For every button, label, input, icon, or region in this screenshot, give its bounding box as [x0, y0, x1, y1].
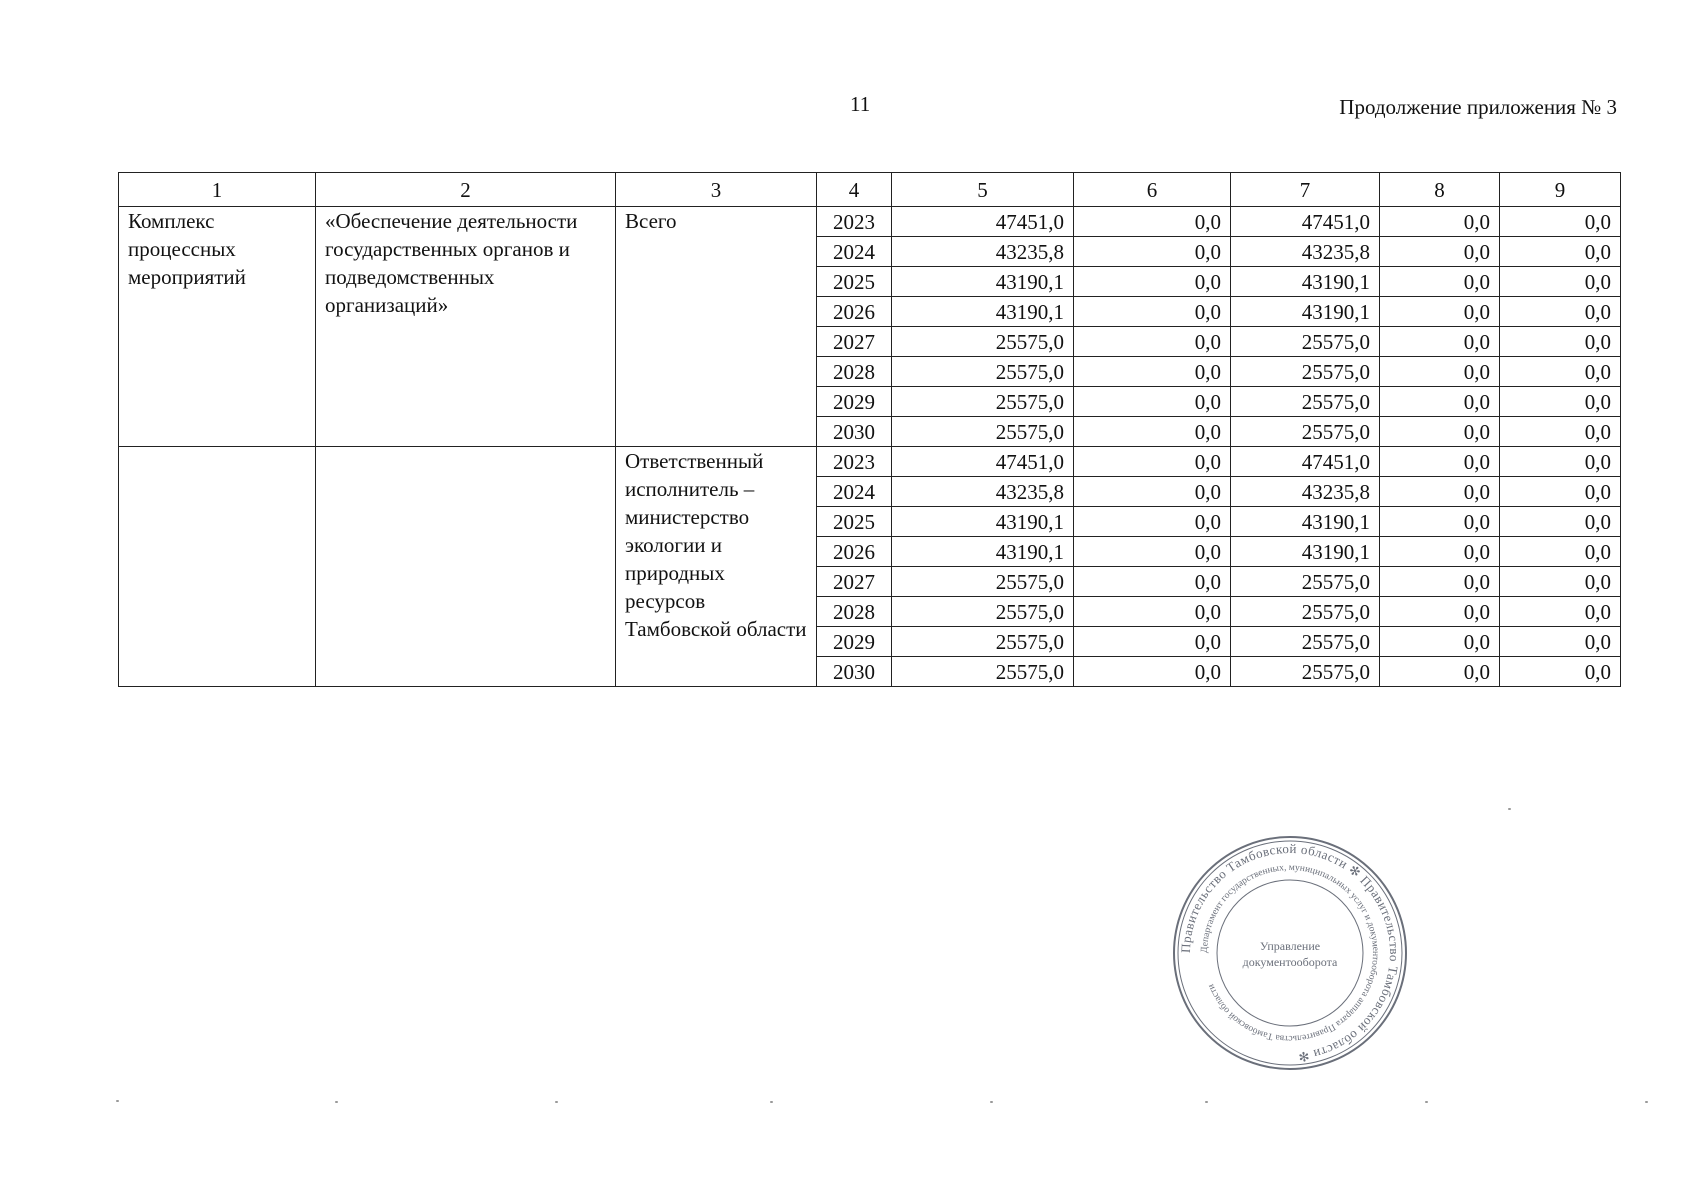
amount-cell: 25575,0 — [1231, 657, 1380, 687]
scan-speckle — [1205, 1101, 1208, 1103]
amount-cell: 0,0 — [1074, 327, 1231, 357]
year-cell: 2026 — [817, 297, 892, 327]
scan-speckle — [770, 1101, 773, 1103]
stamp-center-line1: Управление — [1259, 939, 1321, 953]
scan-speckle — [990, 1101, 993, 1103]
table-body — [119, 207, 1621, 687]
amount-cell: 25575,0 — [1231, 567, 1380, 597]
executor-cell: Всего — [616, 207, 817, 447]
amount-cell: 0,0 — [1500, 477, 1621, 507]
year-cell: 2025 — [817, 507, 892, 537]
year-cell: 2030 — [817, 417, 892, 447]
amount-cell: 0,0 — [1500, 507, 1621, 537]
amount-cell: 0,0 — [1380, 567, 1500, 597]
amount-cell: 25575,0 — [1231, 387, 1380, 417]
amount-cell: 0,0 — [1074, 417, 1231, 447]
amount-cell: 0,0 — [1500, 627, 1621, 657]
amount-cell: 0,0 — [1380, 327, 1500, 357]
amount-cell: 25575,0 — [892, 417, 1074, 447]
amount-cell: 25575,0 — [892, 627, 1074, 657]
amount-cell: 0,0 — [1074, 507, 1231, 537]
amount-cell: 0,0 — [1074, 657, 1231, 687]
amount-cell: 0,0 — [1380, 237, 1500, 267]
stamp-center-line2: документооборота — [1242, 955, 1338, 969]
year-cell: 2027 — [817, 327, 892, 357]
amount-cell: 25575,0 — [1231, 597, 1380, 627]
amount-cell: 0,0 — [1500, 357, 1621, 387]
official-stamp — [1170, 833, 1410, 1078]
amount-cell: 0,0 — [1074, 207, 1231, 237]
scan-speckle — [1508, 808, 1511, 810]
amount-cell: 0,0 — [1500, 387, 1621, 417]
amount-cell: 43190,1 — [892, 507, 1074, 537]
column-number-cell: 7 — [1231, 173, 1380, 207]
budget-table — [118, 172, 1621, 687]
amount-cell: 0,0 — [1380, 507, 1500, 537]
column-number-cell: 3 — [616, 173, 817, 207]
scan-speckle — [335, 1101, 338, 1103]
year-cell: 2028 — [817, 597, 892, 627]
column-number-cell: 5 — [892, 173, 1074, 207]
column-number-cell: 6 — [1074, 173, 1231, 207]
amount-cell: 0,0 — [1500, 207, 1621, 237]
amount-cell: 25575,0 — [1231, 327, 1380, 357]
measure-type-cell — [119, 447, 316, 687]
column-number-cell: 2 — [316, 173, 616, 207]
amount-cell: 0,0 — [1380, 537, 1500, 567]
column-number-cell: 8 — [1380, 173, 1500, 207]
column-number-cell: 1 — [119, 173, 316, 207]
amount-cell: 0,0 — [1074, 267, 1231, 297]
amount-cell: 47451,0 — [1231, 207, 1380, 237]
amount-cell: 0,0 — [1074, 387, 1231, 417]
amount-cell: 0,0 — [1500, 327, 1621, 357]
amount-cell: 0,0 — [1380, 267, 1500, 297]
amount-cell: 0,0 — [1074, 477, 1231, 507]
amount-cell: 43190,1 — [1231, 267, 1380, 297]
stamp-inner-text-path: Департамент государственных, муниципальных услуг и документооборота аппарата Правительства Тамбовской области — [1199, 862, 1381, 1044]
stamp-outer-text-path: Правительство Тамбовской области ✻ Правительство Тамбовской области ✻ — [1177, 840, 1403, 1065]
page-number: 11 — [850, 92, 871, 116]
amount-cell: 0,0 — [1074, 237, 1231, 267]
amount-cell: 43235,8 — [1231, 237, 1380, 267]
amount-cell: 25575,0 — [892, 657, 1074, 687]
amount-cell: 47451,0 — [892, 207, 1074, 237]
amount-cell: 25575,0 — [1231, 417, 1380, 447]
amount-cell: 0,0 — [1380, 357, 1500, 387]
amount-cell: 0,0 — [1500, 417, 1621, 447]
year-cell: 2024 — [817, 477, 892, 507]
amount-cell: 0,0 — [1380, 447, 1500, 477]
column-number-cell: 4 — [817, 173, 892, 207]
amount-cell: 43190,1 — [1231, 297, 1380, 327]
amount-cell: 0,0 — [1500, 447, 1621, 477]
continuation-label: Продолжение приложения № 3 — [1339, 95, 1617, 119]
amount-cell: 0,0 — [1380, 387, 1500, 417]
scan-speckle — [1645, 1101, 1648, 1103]
year-cell: 2023 — [817, 207, 892, 237]
amount-cell: 43190,1 — [892, 297, 1074, 327]
amount-cell: 25575,0 — [892, 597, 1074, 627]
amount-cell: 0,0 — [1500, 657, 1621, 687]
amount-cell: 43190,1 — [1231, 537, 1380, 567]
amount-cell: 25575,0 — [892, 387, 1074, 417]
amount-cell: 25575,0 — [892, 357, 1074, 387]
year-cell: 2026 — [817, 537, 892, 567]
amount-cell: 0,0 — [1500, 537, 1621, 567]
amount-cell: 43235,8 — [892, 237, 1074, 267]
column-number-cell: 9 — [1500, 173, 1621, 207]
amount-cell: 47451,0 — [1231, 447, 1380, 477]
year-cell: 2029 — [817, 627, 892, 657]
amount-cell: 43190,1 — [892, 267, 1074, 297]
year-cell: 2023 — [817, 447, 892, 477]
amount-cell: 0,0 — [1500, 567, 1621, 597]
amount-cell: 43190,1 — [892, 537, 1074, 567]
year-cell: 2027 — [817, 567, 892, 597]
amount-cell: 0,0 — [1380, 207, 1500, 237]
amount-cell: 0,0 — [1074, 297, 1231, 327]
amount-cell: 0,0 — [1380, 657, 1500, 687]
executor-cell: Ответственный исполнитель – министерство экологии и природных ресурсов Тамбовской области — [616, 447, 817, 687]
scan-speckle — [1425, 1101, 1428, 1103]
amount-cell: 43190,1 — [1231, 507, 1380, 537]
amount-cell: 25575,0 — [892, 327, 1074, 357]
amount-cell: 25575,0 — [1231, 357, 1380, 387]
stamp-inner-circle — [1217, 880, 1363, 1026]
amount-cell: 0,0 — [1074, 627, 1231, 657]
amount-cell: 25575,0 — [1231, 627, 1380, 657]
amount-cell: 0,0 — [1074, 597, 1231, 627]
amount-cell: 0,0 — [1074, 447, 1231, 477]
amount-cell: 0,0 — [1380, 297, 1500, 327]
measure-type-cell: Комплекс процессных мероприятий — [119, 207, 316, 447]
amount-cell: 43235,8 — [1231, 477, 1380, 507]
year-cell: 2030 — [817, 657, 892, 687]
scan-speckle — [116, 1100, 119, 1102]
year-cell: 2024 — [817, 237, 892, 267]
table-row — [119, 207, 1621, 237]
measure-name-cell — [316, 447, 616, 687]
measure-name-cell: «Обеспечение деятельности государственных органов и подведомственных организаций» — [316, 207, 616, 447]
year-cell: 2025 — [817, 267, 892, 297]
table-row — [119, 447, 1621, 477]
year-cell: 2028 — [817, 357, 892, 387]
column-number-row — [119, 173, 1621, 207]
amount-cell: 0,0 — [1380, 417, 1500, 447]
amount-cell: 0,0 — [1380, 477, 1500, 507]
amount-cell: 0,0 — [1500, 267, 1621, 297]
amount-cell: 0,0 — [1380, 627, 1500, 657]
amount-cell: 0,0 — [1074, 537, 1231, 567]
amount-cell: 0,0 — [1500, 597, 1621, 627]
amount-cell: 43235,8 — [892, 477, 1074, 507]
year-cell: 2029 — [817, 387, 892, 417]
amount-cell: 25575,0 — [892, 567, 1074, 597]
amount-cell: 0,0 — [1380, 597, 1500, 627]
amount-cell: 0,0 — [1074, 567, 1231, 597]
scan-speckle — [555, 1101, 558, 1103]
amount-cell: 0,0 — [1500, 237, 1621, 267]
amount-cell: 0,0 — [1074, 357, 1231, 387]
amount-cell: 47451,0 — [892, 447, 1074, 477]
amount-cell: 0,0 — [1500, 297, 1621, 327]
